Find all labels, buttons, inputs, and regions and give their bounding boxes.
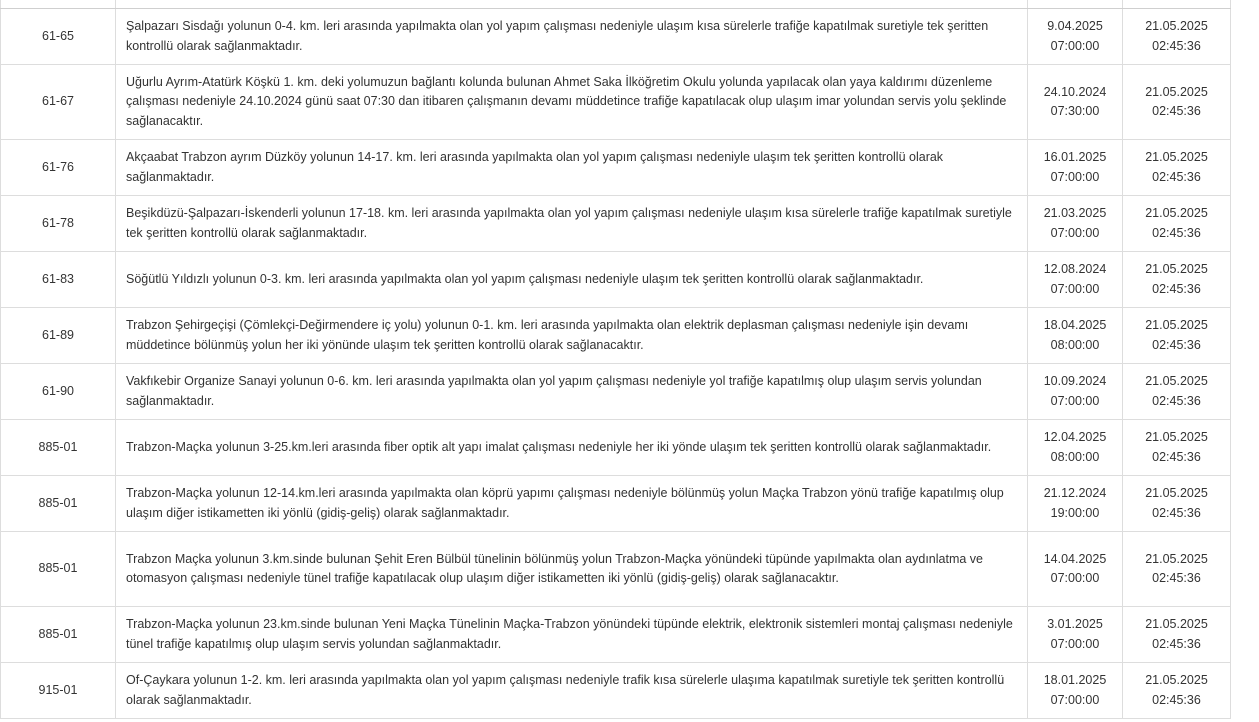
end-time: 02:45:36 [1152, 225, 1201, 240]
start-date: 12.08.2024 [1043, 262, 1107, 276]
road-code: 885-01 [1, 476, 116, 532]
table-row [1, 140, 1231, 196]
work-description: Trabzon Maçka yolunun 3.km.sinde bulunan Şehit Eren Bülbül tünelinin bölünmüş yolun Trabzon-Maçka yönündeki tüpünde yapılmakta olan aydınlatma ve otomasyon çalışması nedeniyle tünel trafiğe kapatılacak olup ulaşım diğer istikametten iki yönlü (gidiş-geliş) olarak sağlanacaktır. [116, 532, 1028, 607]
start-date: 18.04.2025 [1043, 318, 1107, 332]
start-time: 08:00:00 [1050, 449, 1100, 464]
start-time: 19:00:00 [1050, 505, 1100, 520]
table-row [1, 607, 1231, 663]
road-code: 61-89 [1, 308, 116, 364]
work-description: Trabzon Şehirgeçişi (Çömlekçi-Değirmendere iç yolu) yolunun 0-1. km. leri arasında yapılmakta olan elektrik deplasman çalışması nedeniyle işin devamı müddetince bölünmüş yolun her iki yönünde ulaşım tek şeritten kontrollü olarak sağlanacaktır. [116, 308, 1028, 364]
end-datetime [1123, 140, 1231, 196]
road-code: 61-90 [1, 364, 116, 420]
table-row [1, 420, 1231, 476]
start-time: 07:00:00 [1050, 393, 1100, 408]
work-description: Uğurlu Ayrım-Atatürk Köşkü 1. km. deki yolumuzun bağlantı kolunda bulunan Ahmet Saka İlköğretim Okulu yolunda yapılacak olan yaya kaldırımı düzenleme çalışması nedeniyle 24.10.2024 günü saat 07:30 dan itibaren çalışmanın devamı müddetince trafiğe kapatılacak olup ulaşım imar yolundan servis yolu şeklinde sağlanacaktır. [116, 65, 1028, 140]
work-description: Of-Çaykara yolunun 1-2. km. leri arasında yapılmakta olan yol yapım çalışması nedeniyle trafik kısa sürelerle ulaşıma kapatılmak suretiyle tek şeritten kontrollü olarak sağlanmaktadır. [116, 663, 1028, 719]
start-datetime [1028, 308, 1123, 364]
work-description: Vakfıkebir Organize Sanayi yolunun 0-6. km. leri arasında yapılmakta olan yol yapım çalışması nedeniyle yol trafiğe kapatılmış olup ulaşım servis yolundan sağlanmaktadır. [116, 364, 1028, 420]
work-description: Beşikdüzü-Şalpazarı-İskenderli yolunun 17-18. km. leri arasında yapılmakta olan yol yapım çalışması nedeniyle ulaşım kısa sürelerle trafiğe kapatılmak suretiyle tek şeritten kontrollü olarak sağlanmaktadır. [116, 196, 1028, 252]
end-date: 21.05.2025 [1145, 551, 1208, 566]
table-row [1, 476, 1231, 532]
work-description: Trabzon-Maçka yolunun 3-25.km.leri arasında fiber optik alt yapı imalat çalışması nedeniyle her iki yönde ulaşım tek şeritten kontrollü olarak sağlanmaktadır. [116, 420, 1028, 476]
roadwork-table-body [1, 0, 1231, 719]
end-datetime [1123, 532, 1231, 607]
road-code: 61-76 [1, 140, 116, 196]
road-code: 885-01 [1, 607, 116, 663]
end-time: 02:45:36 [1152, 281, 1201, 296]
end-date: 21.05.2025 [1145, 430, 1208, 444]
road-code: 885-01 [1, 532, 116, 607]
end-time: 02:45:36 [1152, 38, 1201, 53]
start-datetime [1028, 140, 1123, 196]
end-time: 02:45:36 [1152, 449, 1201, 464]
start-time: 07:00:00 [1050, 636, 1100, 651]
end-datetime [1123, 196, 1231, 252]
end-date: 21.05.2025 [1145, 486, 1208, 500]
end-time: 02:45:36 [1152, 571, 1201, 585]
end-date: 21.05.2025 [1145, 262, 1208, 276]
code-cell [1, 0, 116, 9]
start-time: 07:00:00 [1050, 281, 1100, 296]
start-date: 18.01.2025 [1043, 673, 1107, 687]
end-datetime [1123, 9, 1231, 65]
end-time: 02:45:36 [1152, 636, 1201, 651]
start-date: 10.09.2024 [1043, 374, 1107, 388]
start-time: 07:00:00 [1050, 38, 1100, 53]
end-date: 21.05.2025 [1145, 84, 1208, 99]
table-row [1, 9, 1231, 65]
end-datetime [1123, 607, 1231, 663]
start-date: 3.01.2025 [1047, 617, 1103, 631]
start-datetime [1028, 476, 1123, 532]
road-code: 61-65 [1, 9, 116, 65]
table-row [1, 65, 1231, 140]
end-date: 21.05.2025 [1145, 673, 1208, 687]
start-date: 9.04.2025 [1047, 19, 1103, 33]
start-datetime [1028, 532, 1123, 607]
start-time: 07:30:00 [1050, 104, 1100, 118]
road-code: 915-01 [1, 663, 116, 719]
end-date: 21.05.2025 [1145, 19, 1208, 33]
table-row [1, 196, 1231, 252]
end-time: 02:45:36 [1152, 337, 1201, 352]
end-datetime [1123, 252, 1231, 308]
end-date: 21.05.2025 [1145, 318, 1208, 332]
end-time: 02:45:36 [1152, 393, 1201, 408]
end-datetime [1123, 663, 1231, 719]
work-description: Söğütlü Yıldızlı yolunun 0-3. km. leri arasında yapılmakta olan yol yapım çalışması nedeniyle ulaşım tek şeritten kontrollü olarak sağlanmaktadır. [116, 252, 1028, 308]
end-date: 21.05.2025 [1145, 617, 1208, 631]
start-date: 16.01.2025 [1043, 150, 1107, 164]
start-cell [1028, 0, 1123, 9]
end-datetime [1123, 420, 1231, 476]
start-datetime [1028, 65, 1123, 140]
work-description: Akçaabat Trabzon ayrım Düzköy yolunun 14-17. km. leri arasında yapılmakta olan yol yapım çalışması nedeniyle ulaşım tek şeritten kontrollü olarak sağlanmaktadır. [116, 140, 1028, 196]
end-date: 21.05.2025 [1145, 150, 1208, 164]
end-time: 02:45:36 [1152, 505, 1201, 520]
start-date: 24.10.2024 [1043, 84, 1107, 99]
table-row-partial [1, 0, 1231, 9]
road-code: 885-01 [1, 420, 116, 476]
start-datetime [1028, 196, 1123, 252]
table-row [1, 252, 1231, 308]
start-date: 14.04.2025 [1043, 551, 1107, 566]
start-datetime [1028, 607, 1123, 663]
start-datetime [1028, 364, 1123, 420]
start-time: 07:00:00 [1050, 169, 1100, 184]
start-datetime [1028, 663, 1123, 719]
work-description: Trabzon-Maçka yolunun 12-14.km.leri arasında yapılmakta olan köprü yapımı çalışması nedeniyle bölünmüş yolun Maçka Trabzon yönü trafiğe kapatılmış olup ulaşım diğer istikametten iki yönlü (gidiş-geliş) olarak sağlanmaktadır. [116, 476, 1028, 532]
table-row [1, 532, 1231, 607]
road-code: 61-78 [1, 196, 116, 252]
end-time: 02:45:36 [1152, 104, 1201, 118]
end-time: 02:45:36 [1152, 692, 1201, 707]
start-date: 21.12.2024 [1043, 486, 1107, 500]
end-date: 21.05.2025 [1145, 374, 1208, 388]
start-time: 07:00:00 [1050, 571, 1100, 585]
start-time: 07:00:00 [1050, 692, 1100, 707]
description-cell [116, 0, 1028, 9]
end-time: 02:45:36 [1152, 169, 1201, 184]
work-description: Şalpazarı Sisdağı yolunun 0-4. km. leri arasında yapılmakta olan yol yapım çalışması nedeniyle ulaşım kısa sürelerle trafiğe kapatılmak suretiyle tek şeritten kontrollü olarak sağlanmaktadır. [116, 9, 1028, 65]
end-datetime [1123, 308, 1231, 364]
start-datetime [1028, 252, 1123, 308]
start-datetime [1028, 9, 1123, 65]
end-date: 21.05.2025 [1145, 206, 1208, 220]
start-date: 12.04.2025 [1043, 430, 1107, 444]
end-datetime [1123, 65, 1231, 140]
table-row [1, 663, 1231, 719]
end-cell [1123, 0, 1231, 9]
table-row [1, 308, 1231, 364]
start-time: 08:00:00 [1050, 337, 1100, 352]
end-datetime [1123, 476, 1231, 532]
work-description: Trabzon-Maçka yolunun 23.km.sinde bulunan Yeni Maçka Tünelinin Maçka-Trabzon yönündeki tüpünde elektrik, elektronik sistemleri montaj çalışması nedeniyle tünel trafiğe kapatılmış olup ulaşım servis yolundan sağlanmaktadır. [116, 607, 1028, 663]
end-datetime [1123, 364, 1231, 420]
road-code: 61-83 [1, 252, 116, 308]
road-code: 61-67 [1, 65, 116, 140]
start-datetime [1028, 420, 1123, 476]
table-row [1, 364, 1231, 420]
start-time: 07:00:00 [1050, 225, 1100, 240]
start-date: 21.03.2025 [1043, 206, 1107, 220]
